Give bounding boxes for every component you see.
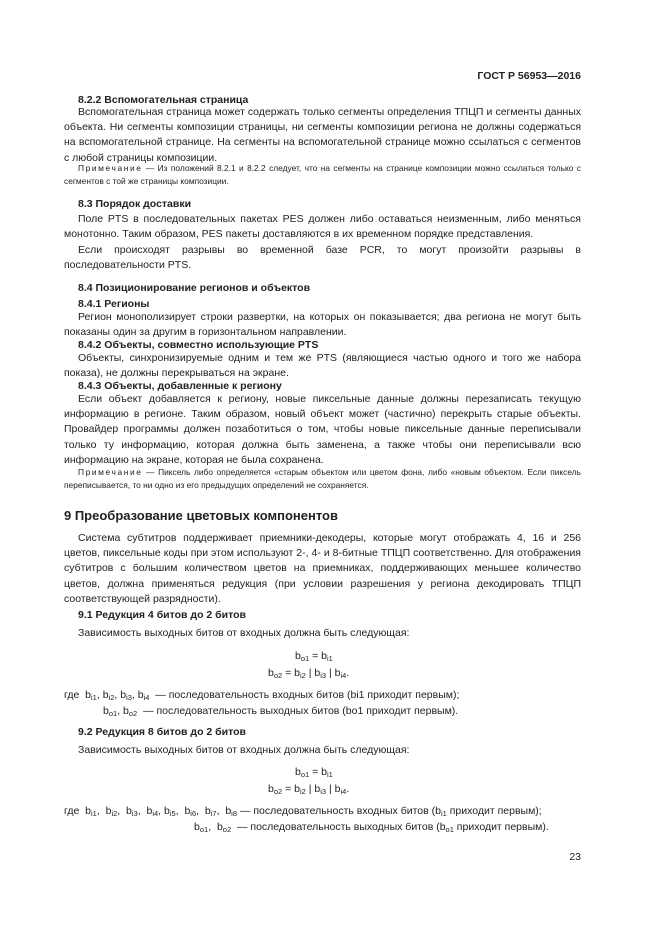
section-9-1-intro: Зависимость выходных битов от входных должна быть следующая: — [78, 627, 410, 639]
note-2-label: Примечание — [78, 467, 143, 477]
where-9-1-input: где $b_{i1}$, $b_{i2}$, $b_{i3}$, $b_{i4}$ — последовательность входных битов (bi1 приходит первым); — [64, 689, 460, 702]
where-9-2-output: $b_{o1}$, $b_{o2}$ — последовательность выходных битов ($b_{o1}$ приходит первым). — [194, 821, 549, 834]
output-desc-9-2: — последовательность выходных битов (b — [236, 821, 446, 833]
note-1-text: — Из положений 8.2.1 и 8.2.2 следует, что на сегменты на странице композиции можно ссылаться только с сегментов с той же страницы композиции. — [64, 163, 581, 186]
section-8-4-2-title: 8.4.2 Объекты, совместно использующие PTS — [78, 339, 319, 351]
note-2-text: — Пиксель либо определяется «старым объектом или цветом фона, либо «новым объектом. Если пиксель переписывается, то ни одно из его предыдущих определений не сохраняется. — [64, 467, 581, 490]
section-8-4-2-text: Объекты, синхронизируемые одним и тем же PTS (являющиеся частью одного и того же набора показа), не должны перекрываться на экране. — [64, 352, 581, 380]
page-number: 23 — [569, 851, 581, 863]
note-1-label: Примечание — [78, 163, 143, 173]
section-8-3-p2: Если происходят разрывы во временной базе PCR, то могут произойти разрывы в последовательности PTS. — [64, 244, 581, 272]
formula-9-2-bo2: $b_{o2} = b_{i2}$ | $b_{i3}$ | $b_{i4}$. — [268, 783, 350, 796]
input-desc-9-2: — последовательность входных битов (b — [239, 805, 441, 817]
section-8-4-3-text: Если объект добавляется к региону, новые пиксельные данные должны перезаписать текущую информацию в регионе. Таким образом, новый объект может (частично) перекрыть старые объекты. Провайдер программы должен позаботиться о том, чтобы новые пиксельные данные переписывали только ту информацию, которая должна быть заменена, а также чтобы они переписывали всю информацию на экране, которая не была сохранена. — [64, 393, 581, 466]
section-9-1-title: 9.1 Редукция 4 битов до 2 битов — [78, 609, 246, 621]
document-header: ГОСТ Р 56953—2016 — [477, 70, 581, 82]
note-1 — [64, 162, 581, 187]
where-label-2: где — [64, 805, 80, 817]
section-8-3-title: 8.3 Порядок доставки — [78, 198, 192, 210]
formula-9-1-bo1: $b_{o1} = b_{i1}$ — [295, 650, 333, 663]
section-9-text: Система субтитров поддерживает приемники-декодеры, которые могут отображать 4, 16 и 256 цветов, пиксельные коды при этом используют 2-, 4- и 8-битные ТПЦП соответственно. Для отображения субтитров с большим количеством цветов на приемниках, поддерживающих меньшее количество цветов, должна применяться редукция (при условии разрешения у региона декодировать ТПЦП соответствующей разрядности). — [64, 532, 581, 605]
note-2 — [64, 466, 581, 491]
formula-9-1-bo2: $b_{o2} = b_{i2}$ | $b_{i3}$ | $b_{i4}$. — [268, 667, 350, 680]
section-8-3-p1: Поле PTS в последовательных пакетах PES должен либо оставаться неизменным, либо меняться монотонно. Таким образом, PES пакеты доставляются в их временном порядке представления. — [64, 213, 581, 241]
where-label: где — [64, 689, 80, 701]
where-9-1-output: $b_{o1}$, $b_{o2}$ — последовательность выходных битов (bo1 приходит первым). — [103, 705, 459, 718]
formula-9-2-bo1: $b_{o1} = b_{i1}$ — [295, 766, 333, 779]
input-desc-9-2-end: приходит первым); — [446, 805, 542, 817]
section-8-4-1-text: Регион монополизирует строки развертки, на которых он показывается; два региона не могут быть показаны один за другим в горизонтальном направлении. — [64, 311, 581, 339]
input-desc-9-1: — последовательность входных битов (bi1 приходит первым); — [155, 689, 460, 701]
section-8-4-1-title: 8.4.1 Регионы — [78, 298, 150, 310]
section-9-title: 9 Преобразование цветовых компонентов — [64, 508, 338, 523]
output-desc-9-1: — последовательность выходных битов (bo1 приходит первым). — [143, 705, 459, 717]
section-8-4-3-title: 8.4.3 Объекты, добавленные к региону — [78, 380, 282, 392]
section-8-4-title: 8.4 Позиционирование регионов и объектов — [78, 282, 311, 294]
where-9-2-input: где $b_{i1}$, $b_{i2}$, $b_{i3}$, $b_{i4}$, $b_{i5}$, $b_{i6}$, $b_{i7}$, $b_{i8}$ — последовательность входных битов ($b_{i1}$ приходит первым); — [64, 805, 542, 818]
output-desc-9-2-end: приходит первым). — [453, 821, 549, 833]
section-8-2-2-text: Вспомогательная страница может содержать только сегменты определения ТПЦП и сегменты данных объекта. Ни сегменты композиции страницы, ни сегменты композиции региона не должны содержаться на вспомогательной странице. На сегменты на вспомогательной странице можно ссылаться с сегментов с любой страницы композиции. — [64, 106, 581, 164]
section-9-2-title: 9.2 Редукция 8 битов до 2 битов — [78, 726, 246, 738]
section-9-2-intro: Зависимость выходных битов от входных должна быть следующая: — [78, 744, 410, 756]
section-8-2-2-title: 8.2.2 Вспомогательная страница — [78, 94, 249, 106]
